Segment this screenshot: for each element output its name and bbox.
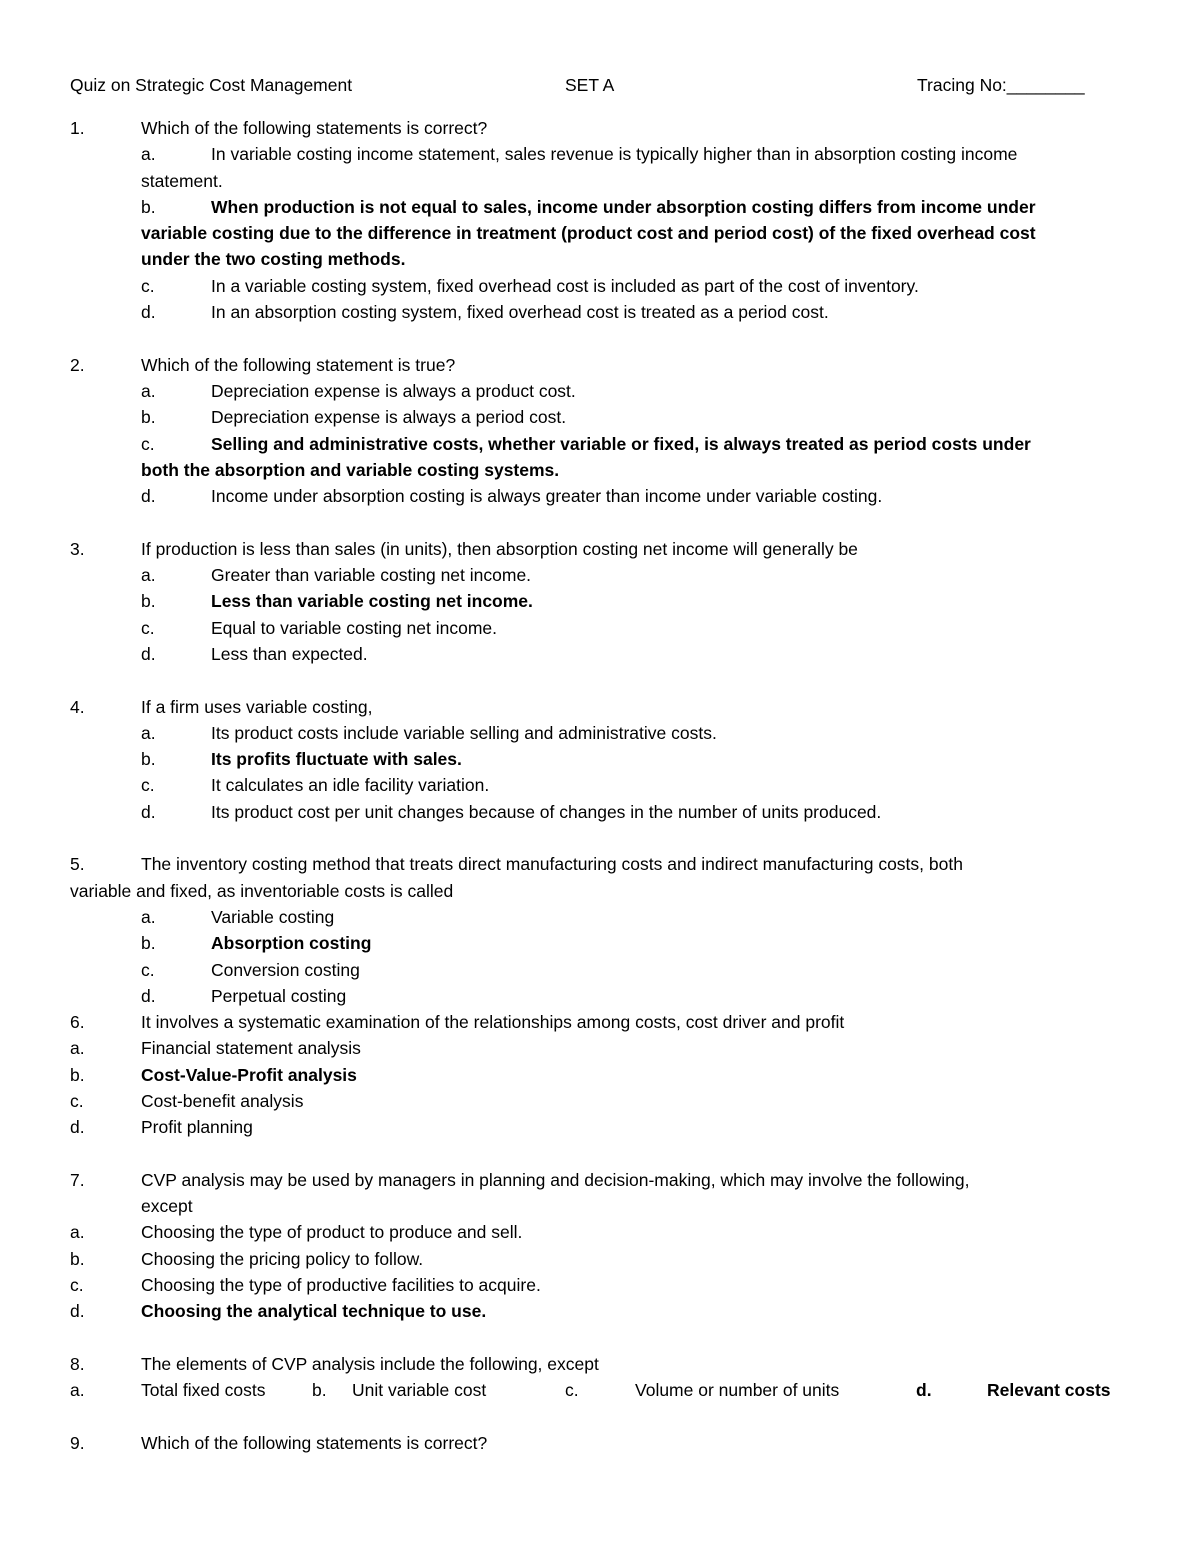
question-stem: Which of the following statements is correct? [141, 118, 488, 138]
question-number: 9. [70, 1432, 85, 1453]
option-letter: b. [141, 591, 156, 612]
option-letter: c. [70, 1275, 84, 1296]
option-letter: a. [70, 1380, 85, 1401]
option-letter: a. [141, 144, 156, 165]
question-stem: If production is less than sales (in units), then absorption costing net income will generally be [141, 538, 858, 559]
option-d [0, 799, 1200, 825]
option-c [0, 1272, 1200, 1298]
question-stem-continued: except [141, 1196, 193, 1217]
question-6 [0, 1009, 1200, 1140]
option-text-answer: Relevant costs [987, 1380, 1111, 1401]
tracing-number-field: Tracing No:________ [917, 75, 1085, 95]
quiz-body [0, 115, 1200, 1456]
option-letter: a. [141, 565, 156, 586]
option-text: Cost-Value-Profit analysis [141, 1064, 357, 1085]
option-text: Choosing the analytical technique to use. [141, 1301, 487, 1322]
question-stem: CVP analysis may be used by managers in planning and decision-making, which may involve the following, [141, 1169, 970, 1190]
option-text-continued: both the absorption and variable costing systems. [141, 459, 560, 480]
option-letter: b. [141, 196, 156, 217]
question-3 [0, 536, 1200, 667]
option-text: Less than variable costing net income. [211, 591, 533, 612]
option-text: Profit planning [141, 1117, 253, 1138]
option-text: Choosing the type of productive facilities to acquire. [141, 1275, 541, 1296]
question-stem: Which of the following statement is true? [141, 354, 456, 375]
option-letter: a. [70, 1222, 85, 1243]
option-text: Perpetual costing [211, 985, 347, 1006]
option-text: Cost-benefit analysis [141, 1090, 304, 1111]
question-stem: If a firm uses variable costing, [141, 696, 373, 717]
option-text: Choosing the pricing policy to follow. [141, 1248, 424, 1269]
option-letter: b. [141, 749, 156, 770]
option-letter: a. [141, 380, 156, 401]
option-d [0, 983, 1200, 1009]
question-number: 6. [70, 1012, 85, 1033]
option-letter: b. [141, 407, 156, 428]
option-letter: c. [141, 775, 155, 796]
option-a [0, 378, 1200, 404]
question-number: 7. [70, 1169, 85, 1190]
option-text: It calculates an idle facility variation. [211, 775, 490, 796]
option-b-answer [0, 588, 1200, 614]
option-letter: d. [141, 486, 156, 507]
option-text-continued: variable costing due to the difference in treatment (product cost and period cost) of the fixed overhead cost [141, 223, 1036, 244]
option-text: Financial statement analysis [141, 1038, 361, 1059]
option-letter: d. [70, 1117, 85, 1138]
option-letter: d. [141, 985, 156, 1006]
question-1 [0, 115, 1200, 325]
question-number: 2. [70, 354, 85, 375]
option-text: When production is not equal to sales, income under absorption costing differs from income under [211, 196, 1036, 217]
option-text: Its product cost per unit changes because of changes in the number of units produced. [211, 801, 882, 822]
question-9 [0, 1430, 1200, 1456]
option-b [0, 1246, 1200, 1272]
option-text: Selling and administrative costs, whether variable or fixed, is always treated as period costs under [211, 433, 1031, 454]
option-d-answer [0, 1298, 1200, 1324]
question-8 [0, 1351, 1200, 1404]
option-text-continued: statement. [141, 170, 223, 191]
option-d [0, 1114, 1200, 1140]
option-c [0, 615, 1200, 641]
option-c [0, 1088, 1200, 1114]
option-a [0, 1219, 1200, 1245]
option-letter: b. [312, 1380, 327, 1401]
option-letter: a. [70, 1038, 85, 1059]
option-letter: c. [141, 959, 155, 980]
option-text-continued: under the two costing methods. [141, 249, 406, 270]
option-text: Income under absorption costing is always greater than income under variable costing. [211, 486, 883, 507]
question-stem: It involves a systematic examination of the relationships among costs, cost driver and profit [141, 1012, 845, 1033]
option-letter: d. [70, 1301, 85, 1322]
option-text: In a variable costing system, fixed overhead cost is included as part of the cost of inventory. [211, 275, 919, 296]
question-stem: The inventory costing method that treats direct manufacturing costs and indirect manufacturing costs, both [141, 854, 963, 875]
question-number: 4. [70, 696, 85, 717]
option-text: Variable costing [211, 906, 335, 927]
option-text: Unit variable cost [352, 1380, 487, 1401]
option-d [0, 641, 1200, 667]
option-letter: b. [141, 933, 156, 954]
question-stem: Which of the following statements is correct? [141, 1432, 488, 1453]
option-text: Depreciation expense is always a period cost. [211, 407, 567, 428]
option-letter: c. [141, 275, 155, 296]
option-letter: b. [70, 1064, 85, 1085]
question-number: 8. [70, 1353, 85, 1374]
option-text: Less than expected. [211, 643, 368, 664]
option-a [0, 141, 1200, 167]
option-text: Greater than variable costing net income. [211, 565, 532, 586]
option-letter: a. [141, 722, 156, 743]
quiz-title: Quiz on Strategic Cost Management [70, 75, 353, 95]
option-b-answer [0, 194, 1200, 220]
option-text: In an absorption costing system, fixed overhead cost is treated as a period cost. [211, 302, 829, 323]
option-letter: c. [70, 1090, 84, 1111]
option-letter: b. [70, 1248, 85, 1269]
option-text: Its profits fluctuate with sales. [211, 749, 462, 770]
question-stem: The elements of CVP analysis include the following, except [141, 1353, 599, 1374]
set-label: SET A [565, 75, 615, 95]
option-letter: c. [565, 1380, 579, 1401]
inline-options [0, 1377, 1200, 1403]
option-a [0, 904, 1200, 930]
option-letter: c. [141, 617, 155, 638]
question-number: 1. [70, 118, 85, 138]
question-2 [0, 352, 1200, 510]
option-c [0, 772, 1200, 798]
option-d [0, 483, 1200, 509]
option-b-answer [0, 930, 1200, 956]
question-4 [0, 694, 1200, 825]
option-text: In variable costing income statement, sales revenue is typically higher than in absorption costing income [211, 144, 1018, 165]
option-text: Its product costs include variable selling and administrative costs. [211, 722, 717, 743]
option-text: Absorption costing [211, 933, 372, 954]
option-b-answer [0, 1062, 1200, 1088]
question-7 [0, 1167, 1200, 1325]
option-letter: a. [141, 906, 156, 927]
option-text: Total fixed costs [141, 1380, 266, 1401]
question-number: 3. [70, 538, 85, 559]
option-d [0, 299, 1200, 325]
question-5 [0, 851, 1200, 1009]
question-stem-continued: variable and fixed, as inventoriable costs is called [70, 880, 454, 901]
option-text: Choosing the type of product to produce and sell. [141, 1222, 523, 1243]
option-letter: d. [141, 302, 156, 323]
option-b [0, 404, 1200, 430]
option-letter: c. [141, 433, 155, 454]
option-letter: d. [141, 801, 156, 822]
option-a [0, 720, 1200, 746]
option-letter: d. [141, 643, 156, 664]
option-text: Equal to variable costing net income. [211, 617, 497, 638]
option-text: Volume or number of units [635, 1380, 840, 1401]
option-a [0, 1035, 1200, 1061]
page-header [70, 72, 1130, 98]
option-a [0, 562, 1200, 588]
option-text: Depreciation expense is always a product cost. [211, 380, 576, 401]
question-number: 5. [70, 854, 85, 875]
option-letter-answer: d. [916, 1380, 932, 1401]
option-c-answer [0, 431, 1200, 457]
option-c [0, 273, 1200, 299]
option-text: Conversion costing [211, 959, 360, 980]
option-c [0, 957, 1200, 983]
option-b-answer [0, 746, 1200, 772]
